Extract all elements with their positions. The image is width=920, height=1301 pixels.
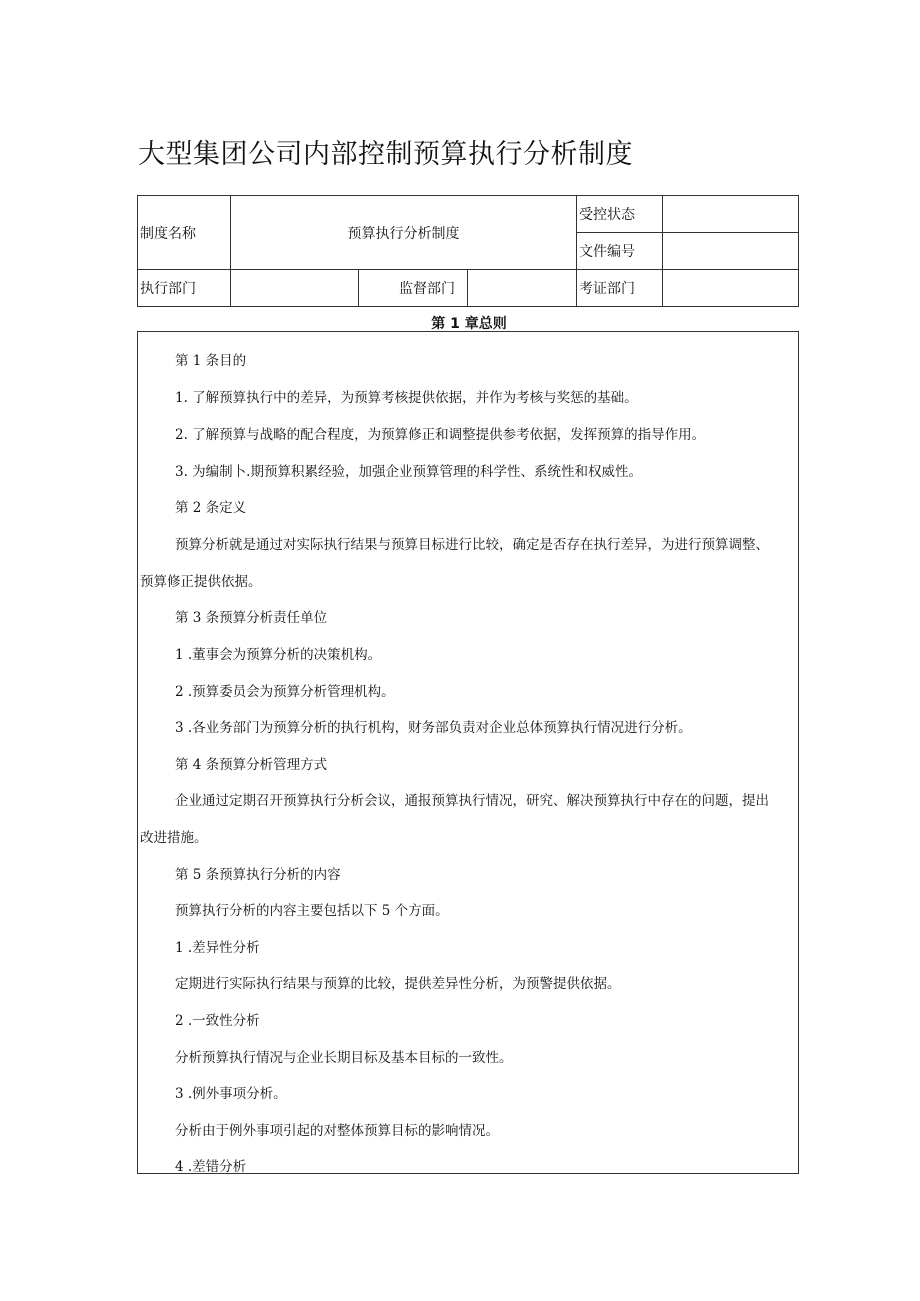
article-4-text-line-1: 企业通过定期召开预算执行分析会议，通报预算执行情况，研究、解决预算执行中存在的问题，提出 (175, 793, 769, 809)
content-box (137, 331, 799, 1174)
doc-number-value (663, 233, 799, 270)
chapter-heading: 第 1 章总则 (431, 316, 507, 332)
name-label: 制度名称 (138, 196, 231, 270)
name-value: 预算执行分析制度 (231, 196, 577, 270)
article-3-item-2: 2 .预算委员会为预算分析管理机构。 (175, 684, 395, 700)
article-3-item-3: 3 .各业务部门为预算分析的执行机构，财务部负责对企业总体预算执行情况进行分析。 (175, 720, 692, 736)
supervise-dept-value (468, 270, 577, 307)
article-5-item-4: 4 .差错分析 (175, 1159, 247, 1174)
article-1-heading: 第 1 条目的 (175, 353, 247, 369)
doc-number-label: 文件编号 (577, 233, 663, 270)
control-status-label: 受控状态 (577, 196, 663, 233)
verify-dept-label: 考证部门 (577, 270, 663, 307)
document-title: 大型集团公司内部控制预算执行分析制度 (138, 139, 633, 170)
article-2-heading: 第 2 条定义 (175, 500, 247, 516)
article-2-text-line-1: 预算分析就是通过对实际执行结果与预算目标进行比较，确定是否存在执行差异，为进行预算调整、 (175, 537, 769, 553)
article-4-heading: 第 4 条预算分析管理方式 (175, 757, 328, 773)
article-5-item-1: 1 .差异性分析 (175, 940, 260, 956)
article-3-item-1: 1 .董事会为预算分析的决策机构。 (175, 647, 382, 663)
article-4-text-line-2: 改进措施。 (140, 830, 208, 846)
article-5-heading: 第 5 条预算执行分析的内容 (175, 867, 341, 883)
article-5-item-1-text: 定期进行实际执行结果与预算的比较，提供差异性分析，为预警提供依据。 (175, 976, 621, 992)
article-5-intro: 预算执行分析的内容主要包括以下 5 个方面。 (175, 903, 449, 919)
article-2-text-line-2: 预算修正提供依据。 (140, 574, 262, 590)
supervise-dept-label: 监督部门 (359, 270, 468, 307)
article-1-item-2: 2. 了解预算与战略的配合程度，为预算修正和调整提供参考依据，发挥预算的指导作用。 (175, 427, 706, 443)
article-1-item-3: 3. 为编制卜.期预算积累经验，加强企业预算管理的科学性、系统性和权威性。 (175, 464, 642, 480)
control-status-value (663, 196, 799, 233)
article-5-item-3: 3 .例外事项分析。 (175, 1086, 287, 1102)
article-5-item-2-text: 分析预算执行情况与企业长期目标及基本目标的一致性。 (175, 1050, 513, 1066)
article-1-item-1: 1. 了解预算执行中的差异，为预算考核提供依据，并作为考核与奖惩的基础。 (175, 390, 638, 406)
exec-dept-label: 执行部门 (138, 270, 231, 307)
verify-dept-value (663, 270, 799, 307)
article-5-item-2: 2 .一致性分析 (175, 1013, 260, 1029)
article-3-heading: 第 3 条预算分析责任单位 (175, 610, 328, 626)
exec-dept-value (231, 270, 359, 307)
article-5-item-3-text: 分析由于例外事项引起的对整体预算目标的影响情况。 (175, 1123, 499, 1139)
info-table (137, 195, 799, 307)
